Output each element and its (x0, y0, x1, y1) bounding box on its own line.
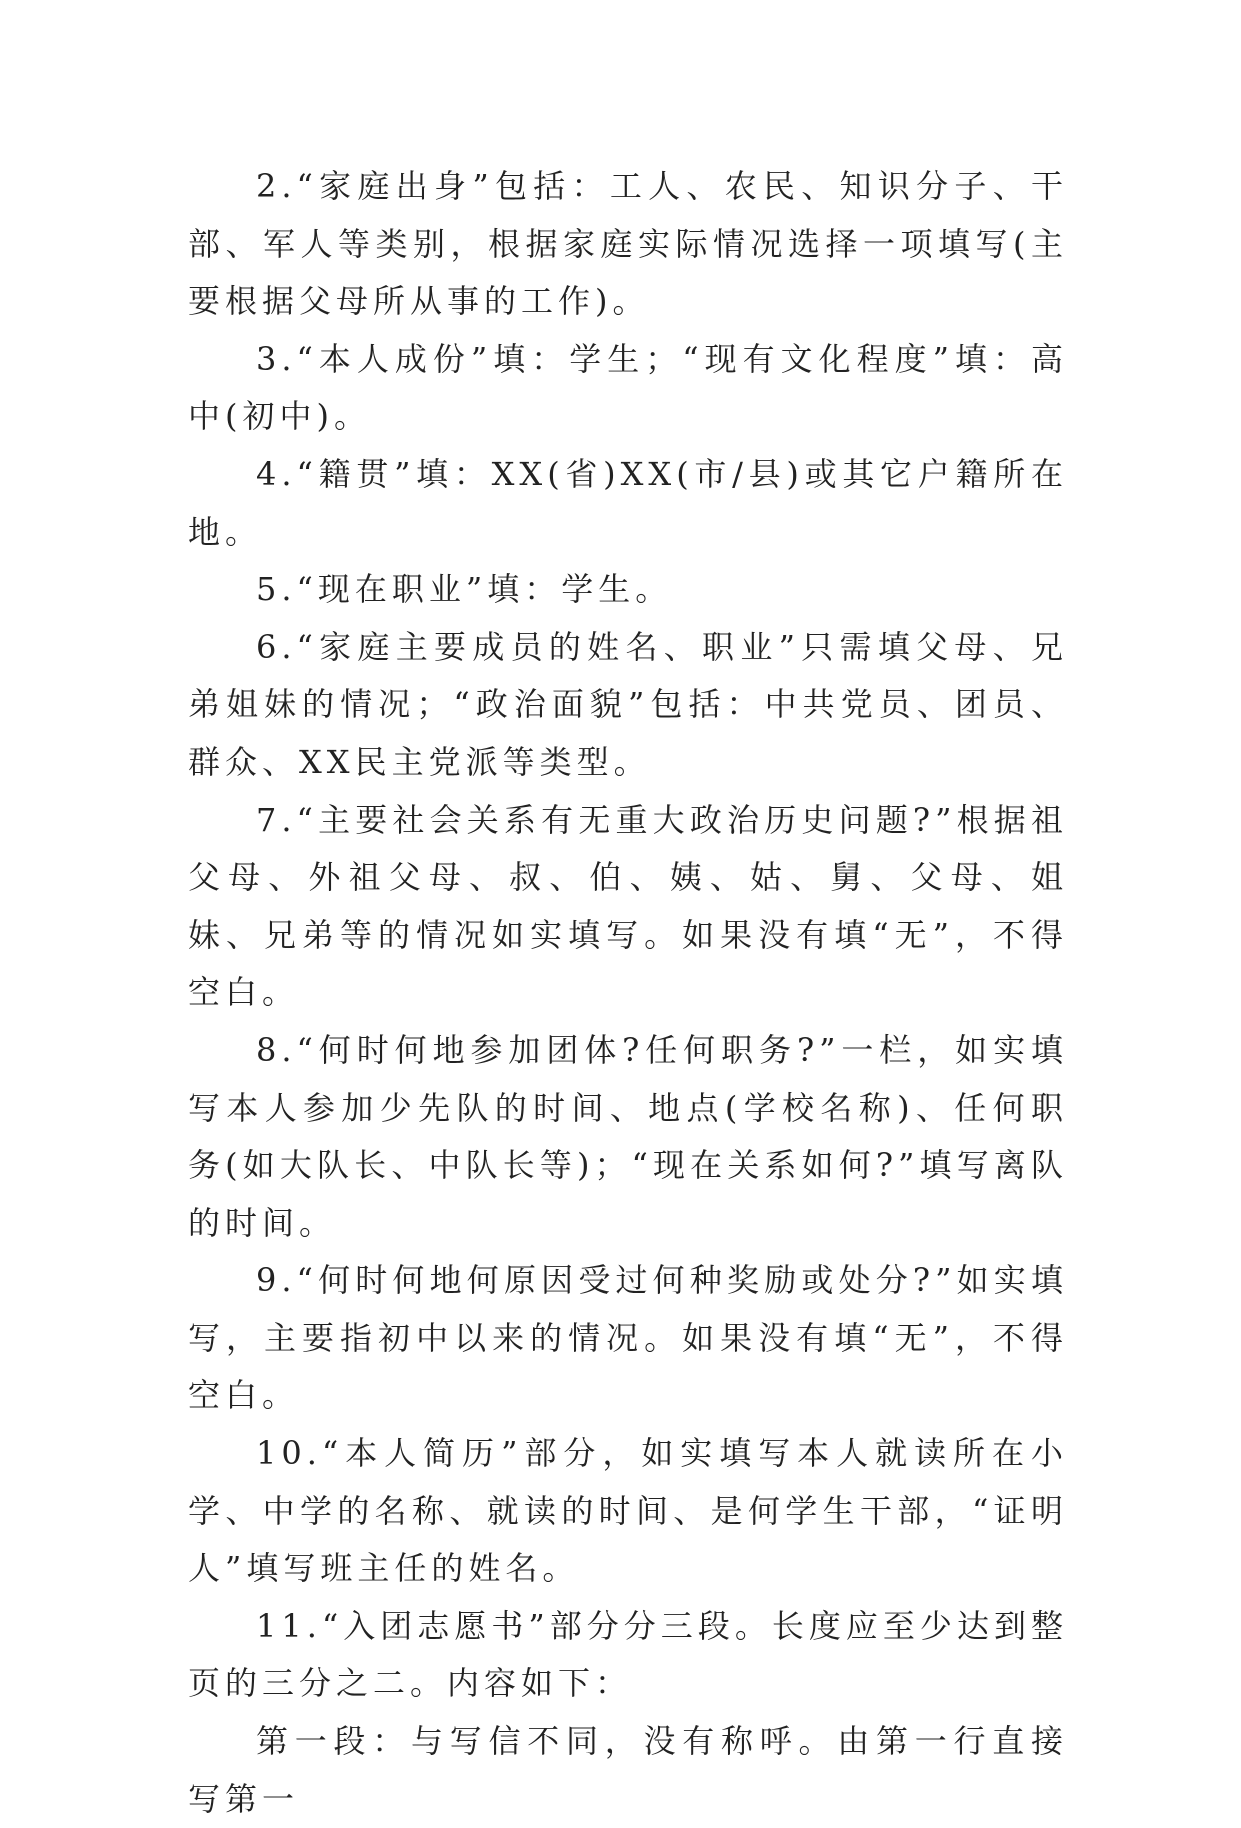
paragraph-item-9: 9.“何时何地何原因受过何种奖励或处分?”如实填写，主要指初中以来的情况。如果没有填“无”，不得空白。 (188, 1261, 1068, 1415)
paragraph-item-4: 4.“籍贯”填：XX(省)XX(市/县)或其它户籍所在地。 (188, 454, 1068, 551)
paragraph-item-2: 2.“家庭出身”包括：工人、农民、知识分子、干部、军人等类别，根据家庭实际情况选择一项填写(主要根据父母所从事的工作)。 (188, 167, 1068, 321)
paragraph-item-11: 11.“入团志愿书”部分分三段。长度应至少达到整页的三分之二。内容如下： (188, 1606, 1068, 1703)
paragraph-item-8: 8.“何时何地参加团体?任何职务?”一栏，如实填写本人参加少先队的时间、地点(学校名称)、任何职务(如大队长、中队长等)；“现在关系如何?”填写离队 的时间。 (188, 1030, 1068, 1242)
document-body (188, 158, 1068, 1828)
paragraph-item-7: 7.“主要社会关系有无重大政治历史问题?”根据祖父母、外祖父母、叔、伯、姨、姑、舅、父母、姐妹、兄弟等的情况如实填写。如果没有填“无”，不得空白。 (188, 800, 1068, 1012)
paragraph-item-5: 5.“现在职业”填：学生。 (256, 570, 673, 609)
paragraph-item-10: 10.“本人简历”部分，如实填写本人就读所在小学、中学的名称、就读的时间、是何学生干部，“证明人”填写班主任的姓名。 (188, 1434, 1068, 1588)
paragraph-first-section: 第一段：与写信不同，没有称呼。由第一行直接写第一 (188, 1722, 1068, 1818)
paragraph-item-6: 6.“家庭主要成员的姓名、职业”只需填父母、兄弟姐妹的情况；“政治面貌”包括：中共党员、团员、群众、XX民主党派等类型。 (188, 627, 1068, 781)
paragraph-item-3: 3.“本人成份”填：学生；“现有文化程度”填：高中(初中)。 (188, 339, 1068, 436)
